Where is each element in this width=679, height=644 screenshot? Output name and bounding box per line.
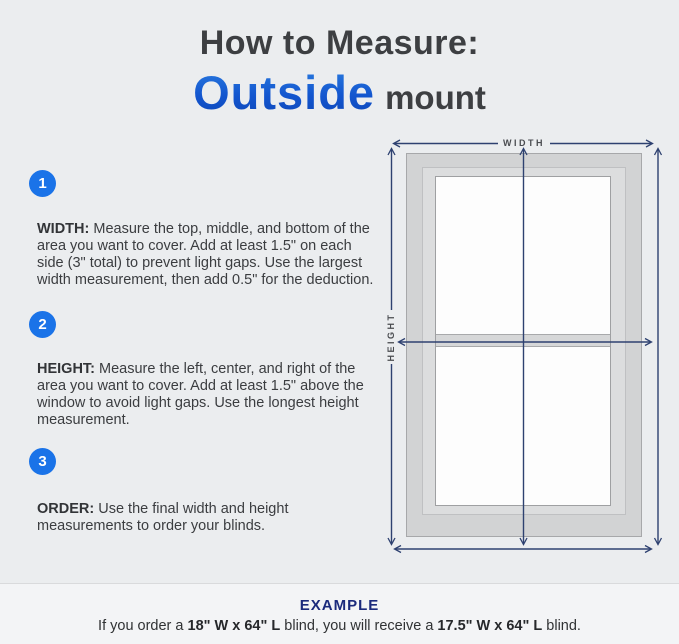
step-3-badge xyxy=(29,448,56,475)
step-1-body: Measure the top, middle, and bottom of the area you want to cover. Add at least 1.5" on each side (3" total) to prevent light gaps. Use the largest width measurement, then add 0.5" for the deduction. xyxy=(37,220,374,289)
page-title xyxy=(0,24,679,120)
step-3-body: Use the final width and height measurements to order your blinds. xyxy=(37,500,289,534)
example-heading: EXAMPLE xyxy=(299,597,380,614)
step-1-badge xyxy=(29,170,56,197)
title-suffix: mount xyxy=(385,79,486,116)
step-1-number: 1 xyxy=(38,175,47,192)
step-3-label: ORDER: xyxy=(37,500,95,517)
title-line2 xyxy=(0,65,679,120)
width-dimension-label: WIDTH xyxy=(503,138,545,148)
window-casing xyxy=(406,153,642,537)
example-part-5: blind. xyxy=(542,618,581,634)
step-3-number: 3 xyxy=(38,453,47,470)
step-2-body: Measure the left, center, and right of the area you want to cover. Add at least 1.5" above the window to avoid light gaps. Use the longest height measurement. xyxy=(37,360,364,429)
step-2-badge xyxy=(29,311,56,338)
title-line1: How to Measure: xyxy=(199,24,480,62)
step-2-label: HEIGHT: xyxy=(37,360,95,377)
step-2-number: 2 xyxy=(38,316,47,333)
example-received-size: 17.5" W x 64" L xyxy=(437,618,543,634)
height-dimension-label: HEIGHT xyxy=(386,312,396,362)
step-2-text xyxy=(37,361,379,430)
window-meeting-rail xyxy=(436,334,610,347)
title-highlight: Outside xyxy=(193,66,376,119)
window-glass xyxy=(435,176,611,506)
example-part-1: If you order a xyxy=(98,618,188,634)
step-3-text xyxy=(37,501,379,535)
example-sentence xyxy=(0,618,679,634)
step-1-label: WIDTH: xyxy=(37,220,90,237)
example-part-3: blind, you will receive a xyxy=(280,618,438,634)
example-footer xyxy=(0,583,679,644)
example-ordered-size: 18" W x 64" L xyxy=(187,618,281,634)
step-1-text xyxy=(37,221,379,290)
